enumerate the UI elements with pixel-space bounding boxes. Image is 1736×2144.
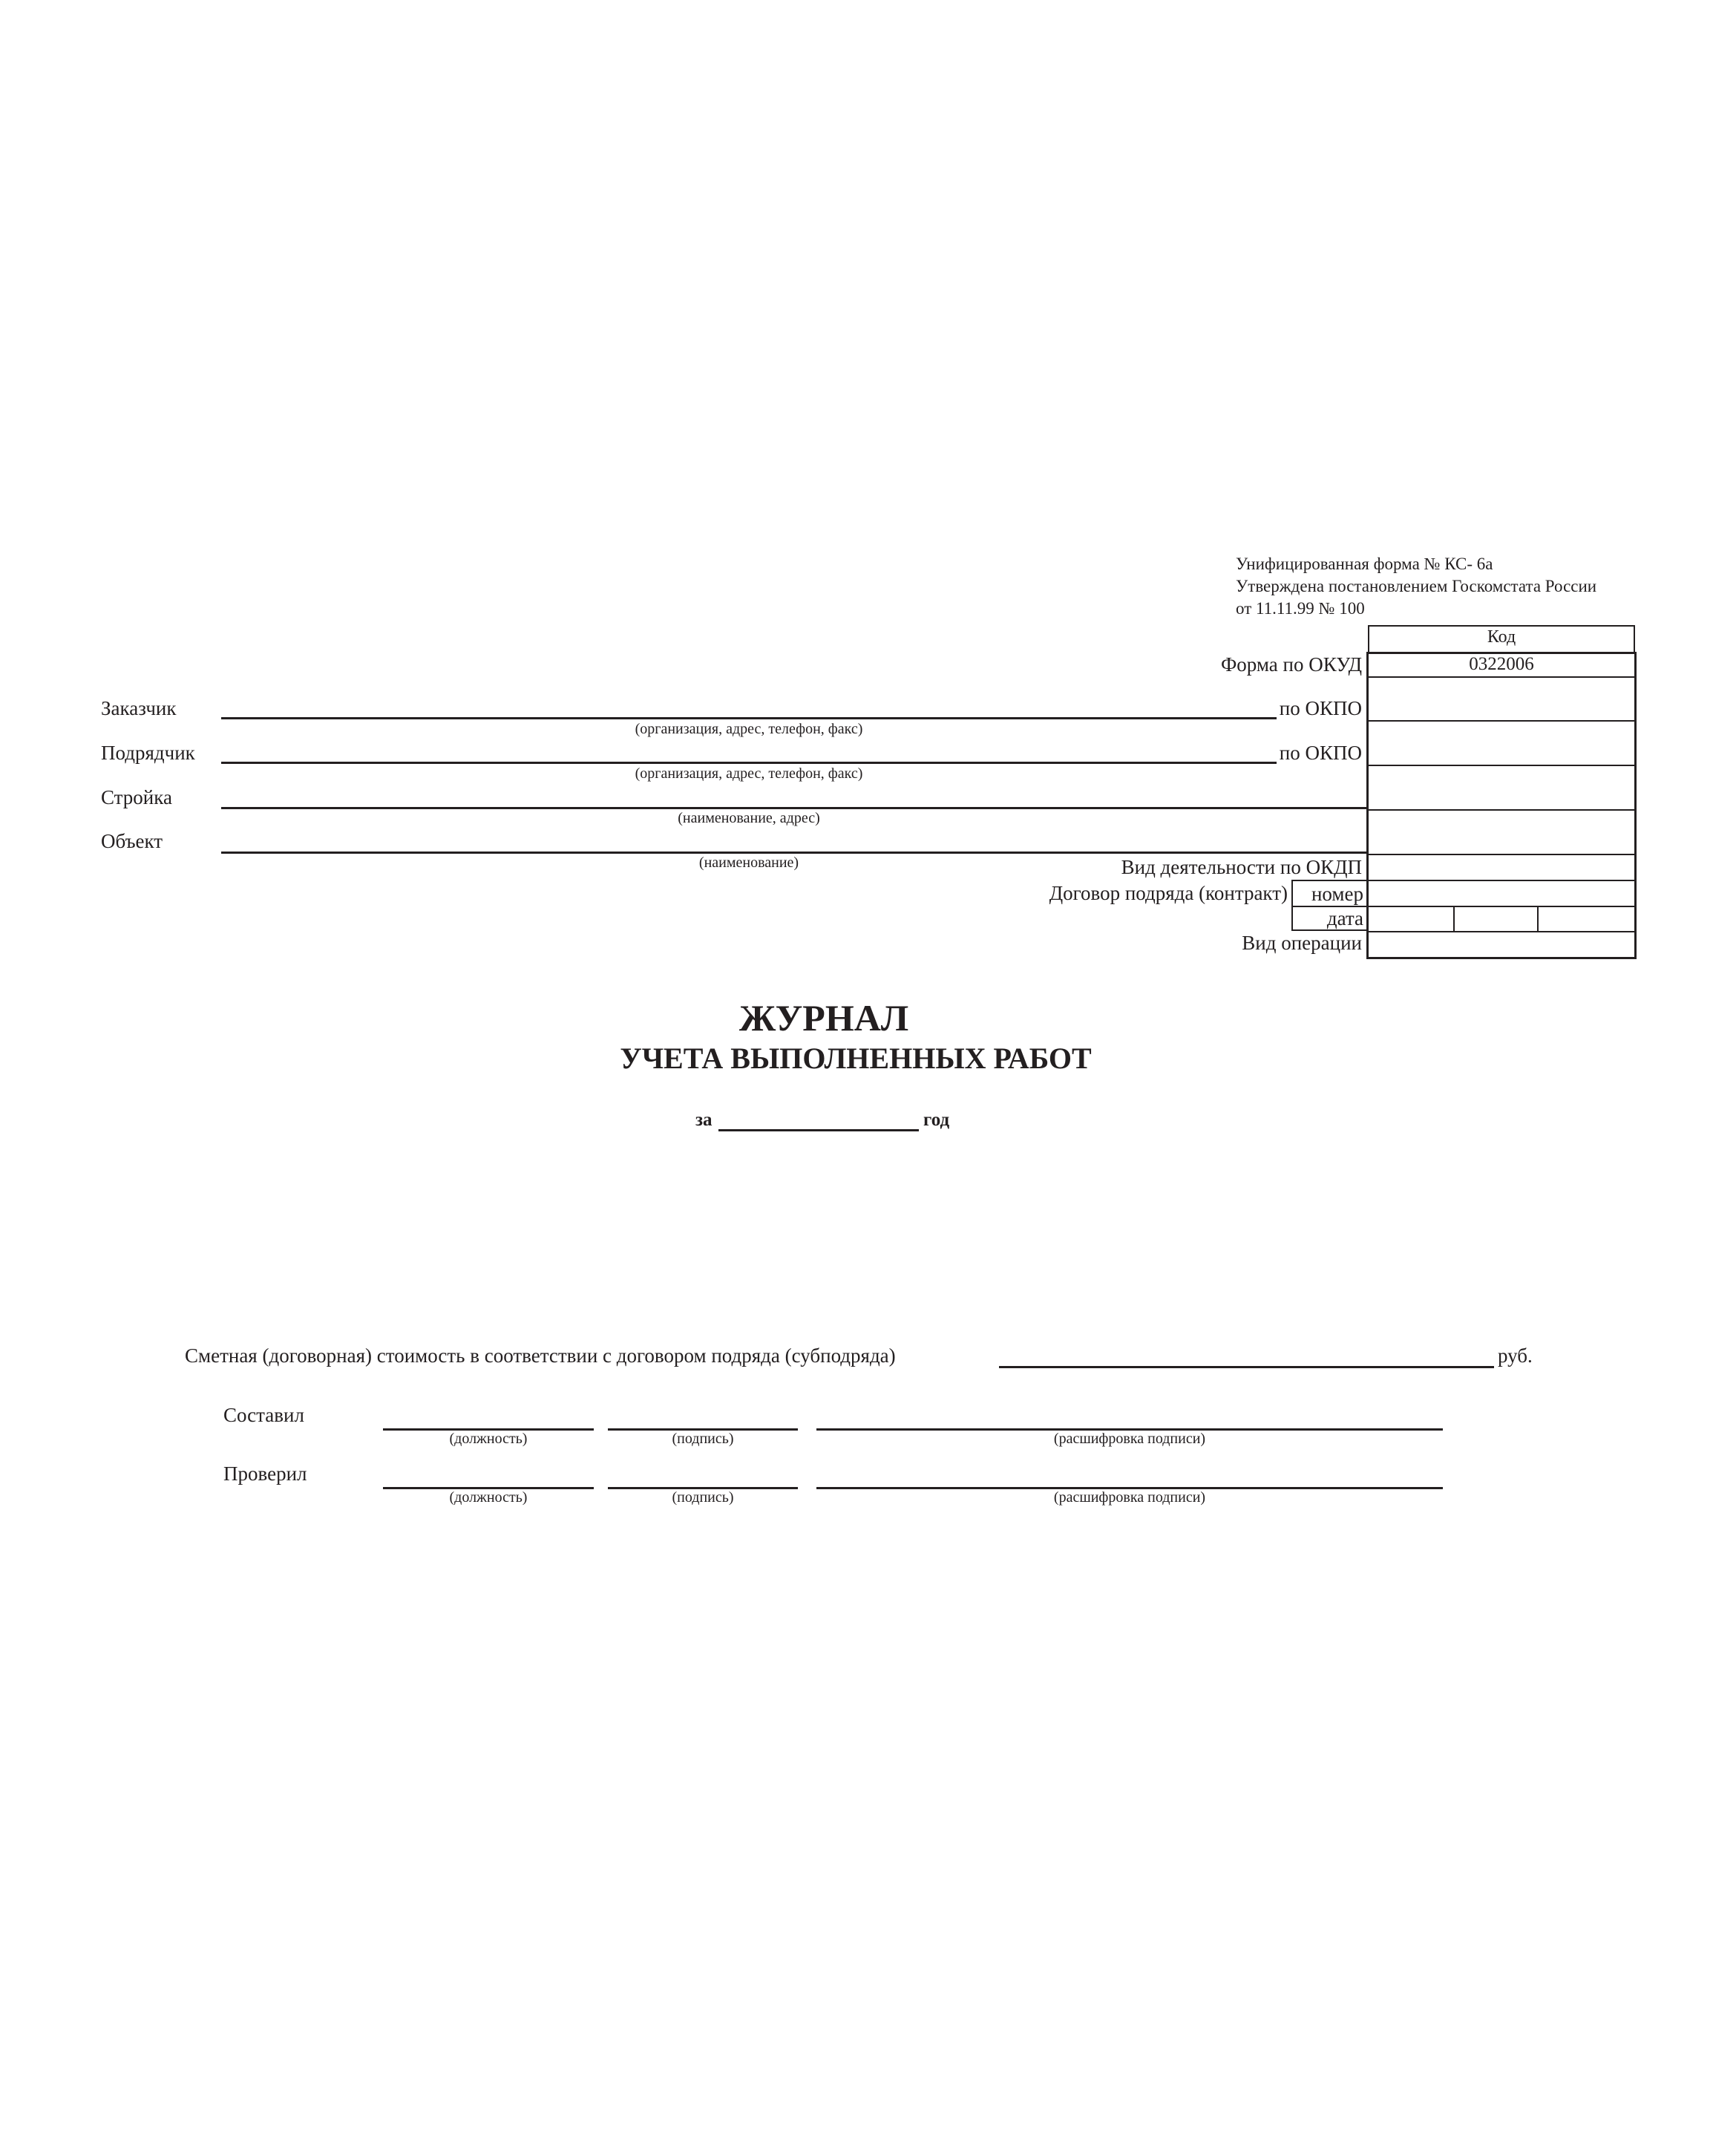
okpo-label-contractor: по ОКПО (1279, 742, 1362, 764)
title-subtitle: УЧЕТА ВЫПОЛНЕННЫХ РАБОТ (620, 1042, 1092, 1075)
contract-number-label: номер (1311, 883, 1363, 905)
compiled-signature-hint: (подпись) (672, 1431, 734, 1447)
contractor-hint: (организация, адрес, телефон, факс) (635, 765, 863, 782)
cost-unit: руб. (1498, 1344, 1533, 1367)
checked-position-hint: (должность) (449, 1489, 528, 1506)
construction-label: Стройка (101, 786, 172, 808)
okpo-label-customer: по ОКПО (1279, 697, 1362, 719)
construction-hint: (наименование, адрес) (678, 810, 820, 826)
object-hint: (наименование) (698, 854, 799, 871)
contract-date-label: дата (1326, 907, 1363, 929)
okud-label: Форма по ОКУД (1220, 653, 1362, 676)
contractor-field[interactable] (221, 762, 1277, 764)
contract-label: Договор подряда (контракт) (1049, 882, 1288, 904)
compiled-position-hint: (должность) (449, 1431, 528, 1447)
customer-field[interactable] (221, 717, 1277, 719)
approval-date-line: от 11.11.99 № 100 (1236, 599, 1365, 618)
estimated-cost-field[interactable] (999, 1366, 1494, 1368)
okdp-label: Вид деятельности по ОКДП (1121, 856, 1362, 878)
compiled-decode-hint: (расшифровка подписи) (1053, 1431, 1206, 1447)
okud-code: 0322006 (1469, 654, 1534, 674)
approval-line: Утверждена постановлением Госкомстата России (1236, 577, 1597, 595)
estimated-cost-label: Сметная (договорная) стоимость в соответствии с договором подряда (субподряда) (185, 1344, 896, 1367)
year-prefix: за (695, 1110, 713, 1130)
contractor-label: Подрядчик (101, 742, 195, 764)
form-number-line: Унифицированная форма № КС- 6а (1236, 555, 1493, 573)
compiled-label: Составил (223, 1404, 304, 1426)
checked-label: Проверил (223, 1462, 307, 1485)
year-field[interactable] (718, 1129, 919, 1131)
title-journal: ЖУРНАЛ (738, 997, 909, 1039)
object-label: Объект (101, 830, 163, 852)
operation-type-label: Вид операции (1242, 932, 1362, 954)
checked-signature-hint: (подпись) (672, 1489, 734, 1506)
checked-decode-hint: (расшифровка подписи) (1053, 1489, 1206, 1506)
kod-header: Код (1487, 627, 1516, 647)
customer-label: Заказчик (101, 697, 177, 719)
customer-hint: (организация, адрес, телефон, факс) (635, 721, 863, 737)
year-suffix: год (923, 1110, 950, 1130)
